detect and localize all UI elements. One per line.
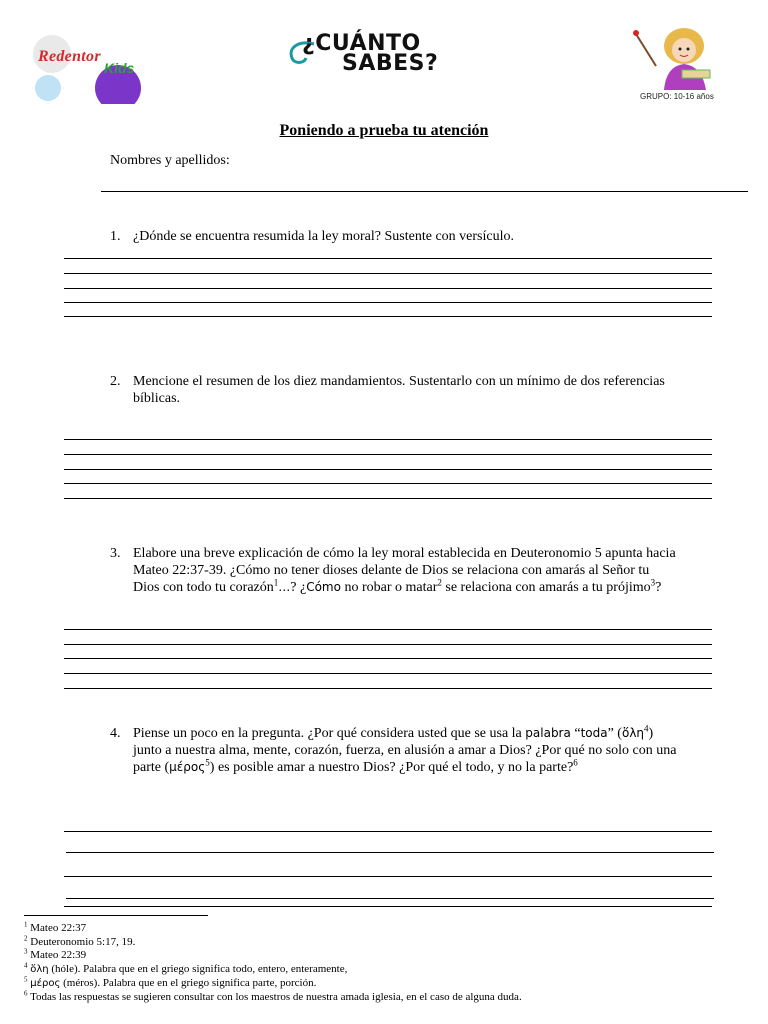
text-fragment: palabra	[525, 726, 571, 740]
greek-word: μέρος	[30, 977, 61, 989]
answer-line[interactable]	[64, 302, 712, 303]
cuanto-sabes-text	[302, 31, 439, 76]
greek-word: μέρος	[169, 760, 206, 774]
footnotes	[24, 922, 522, 1004]
question-text-line: Elabore una breve explicación de cómo la ley moral establecida en Deuteronomio 5 apunta hacia	[133, 546, 676, 561]
footnote-text: (hóle). Palabra que en el griego significa todo, entero, enteramente,	[48, 963, 348, 976]
answer-line[interactable]	[64, 876, 712, 877]
document-title: Poniendo a prueba tu atención	[279, 122, 489, 139]
text-fragment: ) es posible amar a nuestro Dios? ¿Por qué el todo, y no la parte?	[209, 760, 574, 775]
logo-kids-text: Kids	[104, 60, 135, 76]
footnote-1	[24, 922, 522, 936]
question-text-line: Mateo 22:37-39. ¿Cómo no tener dioses delante de Dios se relaciona con amarás al Señor tu	[133, 563, 650, 578]
answer-line[interactable]	[64, 439, 712, 440]
footnote-text: Mateo 22:39	[30, 949, 87, 962]
footnote-separator	[24, 915, 208, 916]
text-fragment: toda	[580, 726, 608, 740]
answer-line[interactable]	[64, 273, 712, 274]
redentor-kids-logo	[32, 32, 162, 104]
answer-line[interactable]	[64, 498, 712, 499]
footnote-ref[interactable]: 4	[644, 723, 649, 734]
answer-line[interactable]	[64, 673, 712, 674]
footnote-text: (méros). Palabra que en el griego significa parte, porción.	[60, 976, 317, 989]
question-number: 4.	[110, 726, 121, 741]
footnote-4	[24, 963, 522, 977]
logo-redentor-text: Redentor	[38, 48, 101, 65]
footnote-number: 3	[24, 947, 28, 956]
footnote-ref[interactable]: 2	[437, 577, 442, 588]
group-age-caption: GRUPO: 10-16 años	[640, 92, 714, 101]
question-text-line: junto a nuestra alma, mente, corazón, fuerza, en alusión a amar a Dios? ¿Por qué no solo con una	[133, 743, 677, 758]
teacher-illustration	[626, 26, 726, 104]
question-text-line	[133, 759, 676, 776]
text-fragment: ” (	[607, 726, 622, 741]
teacher-icon	[626, 26, 726, 92]
logo-circles	[32, 32, 162, 104]
question-number: 1.	[110, 229, 121, 244]
question-text-line	[133, 725, 676, 742]
text-fragment: no robar o matar	[340, 580, 438, 595]
question-text-line	[133, 579, 676, 596]
answer-line[interactable]	[64, 316, 712, 317]
text-fragment: parte (	[133, 760, 170, 775]
footnote-text: Mateo 22:37	[30, 922, 87, 934]
answer-line[interactable]	[64, 454, 712, 455]
question-text: ¿Dónde se encuentra resumida la ley moral? Sustente con versículo.	[133, 229, 514, 244]
text-fragment: se relaciona con amarás a tu prójimo	[441, 580, 651, 595]
greek-word: ὅλη	[30, 964, 49, 976]
answer-line[interactable]	[64, 658, 712, 659]
answer-line[interactable]	[64, 644, 712, 645]
footnote-3	[24, 949, 522, 963]
footnote-text: Deuteronomio 5:17, 19.	[30, 935, 136, 948]
footnote-number: 2	[24, 934, 28, 943]
ellipsis: …	[278, 580, 291, 594]
footnote-number: 6	[24, 988, 28, 997]
cuanto-text: ¿CUÁNTO	[302, 31, 421, 56]
footnote-2	[24, 936, 522, 950]
text-fragment: ?	[655, 580, 662, 595]
answer-line[interactable]	[64, 688, 712, 689]
answer-line[interactable]	[64, 483, 712, 484]
names-label: Nombres y apellidos:	[110, 153, 230, 168]
answer-line[interactable]	[64, 469, 712, 470]
answer-line[interactable]	[66, 898, 714, 899]
text-fragment: “	[570, 726, 581, 741]
footnote-ref[interactable]: 6	[573, 757, 578, 768]
question-text-line: bíblicas.	[133, 391, 181, 406]
cuanto-sabes-logo	[284, 26, 474, 88]
greek-word: ὅλη	[621, 726, 645, 740]
sabes-text: SABES?	[342, 51, 439, 76]
answer-line[interactable]	[64, 288, 712, 289]
question-text-line: Mencione el resumen de los diez mandamientos. Sustentarlo con un mínimo de dos referencias	[133, 374, 665, 389]
answer-line[interactable]	[64, 906, 712, 907]
question-number: 3.	[110, 546, 121, 561]
text-fragment: Piense un poco en la pregunta. ¿Por qué considera usted que se usa la	[133, 726, 526, 741]
footnote-text: Todas las respuestas se sugieren consultar con los maestros de nuestra amada iglesia, en el caso de alguna duda.	[30, 990, 522, 1003]
footnote-number: 5	[24, 975, 28, 984]
text-fragment: Dios con todo tu corazón	[133, 580, 274, 595]
footnote-5	[24, 977, 522, 991]
question-number: 2.	[110, 374, 121, 389]
footnote-number: 4	[24, 961, 28, 970]
answer-line[interactable]	[64, 258, 712, 259]
text-fragment: ? ¿	[290, 580, 307, 595]
answer-line[interactable]	[66, 852, 714, 853]
footnote-ref[interactable]: 3	[650, 577, 656, 588]
footnote-number: 1	[24, 920, 28, 929]
footnote-6	[24, 988, 522, 1005]
names-answer-line[interactable]	[101, 191, 748, 192]
footnote-ref[interactable]: 1	[273, 577, 279, 588]
answer-line[interactable]	[64, 831, 712, 832]
footnote-ref[interactable]: 5	[205, 757, 210, 768]
text-fragment: Cómo	[306, 580, 341, 594]
answer-line[interactable]	[64, 629, 712, 630]
text-fragment: )	[648, 726, 654, 741]
